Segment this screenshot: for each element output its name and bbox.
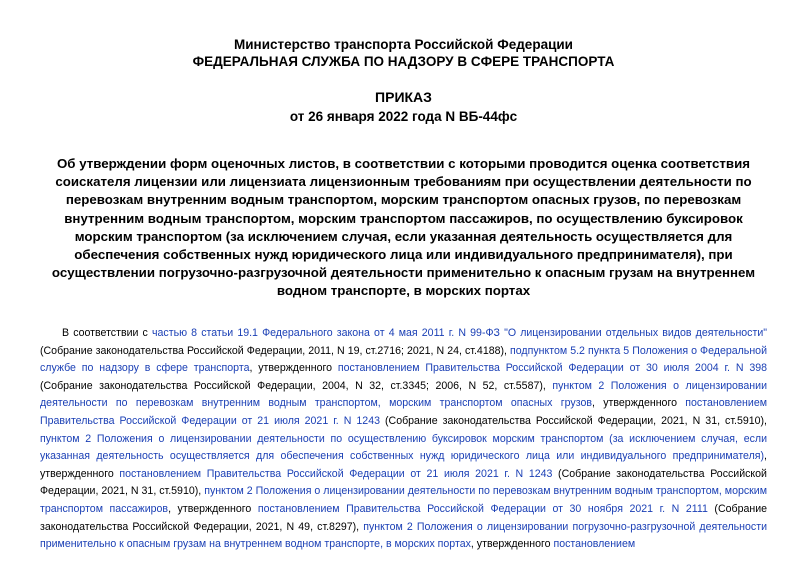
resolution-link[interactable]: постановлением Правительства Российской Федерации от 21 июля 2021 г. N 1243 (119, 467, 553, 480)
body-text: (Собрание законодательства Российской Федерации, 2004, N 32, ст.3345; 2006, N 52, ст.5587), (40, 379, 553, 392)
law-link[interactable]: частью 8 статьи 19.1 Федерального закона от 4 мая 2011 г. N 99-ФЗ "О лицензировании отдельных видов деятельности" (152, 327, 768, 339)
regulation-link[interactable]: подпунктом 5.2 пункта 5 Положения о Федеральной службе по надзору в сфере транспорта (40, 344, 767, 375)
body-text: (Собрание законодательства Российской Федерации, 2021, N 31, ст.5910), (40, 467, 767, 498)
document-date-number: от 26 января 2022 года N ВБ-44фс (289, 109, 518, 124)
document-type: ПРИКАЗ (375, 89, 432, 105)
regulation-link[interactable]: пунктом 2 Положения о лицензировании погрузочно-разгрузочной деятельности применительно к опасным грузам на внутреннем водном транспорте, в морских портах (40, 520, 767, 551)
body-text: , утвержденного (470, 538, 554, 551)
preamble-paragraph (40, 325, 767, 554)
body-text: , утвержденного (40, 450, 767, 480)
resolution-link[interactable]: постановлением Правительства Российской Федерации от 30 ноября 2021 г. N 2111 (257, 502, 708, 515)
ministry-name: Министерство транспорта Российской Федерации (234, 37, 573, 52)
body-text: , утвержденного (249, 362, 338, 375)
resolution-link[interactable]: постановлением Правительства Российской Федерации от 21 июля 2021 г. N 1243 (40, 397, 767, 427)
body-text: , утвержденного (168, 502, 258, 515)
body-text: (Собрание законодательства Российской Федерации, 2021, N 31, ст.5910), (380, 414, 767, 427)
resolution-link[interactable]: постановлением Правительства Российской Федерации от 30 июля 2004 г. N 398 (337, 362, 768, 375)
body-text: В соответствии с (62, 327, 153, 339)
regulation-link[interactable]: пунктом 2 Положения о лицензировании деятельности по перевозкам внутренним водным транспортом, морским транспортом опасных грузов (40, 379, 767, 410)
body-text: (Собрание законодательства Российской Федерации, 2021, N 49, ст.8297), (40, 502, 768, 533)
body-text: (Собрание законодательства Российской Федерации, 2011, N 19, ст.2716; 2021, N 24, ст.4188), (40, 344, 511, 357)
regulation-link[interactable]: пунктом 2 Положения о лицензировании деятельности по перевозкам внутренним водным транспортом, морским транспортом пассажиров (40, 485, 767, 515)
resolution-link[interactable]: постановлением (553, 538, 636, 551)
body-text: , утвержденного (591, 397, 686, 410)
document-title: Об утверждении форм оценочных листов, в соответствии с которыми проводится оценка соответствия соискателя лицензии или лицензиата лицензионным требованиям при осуществлении деятельности по перевозкам внутренним водным транспортом, морским транспортом опасных грузов, по перевозкам внутренним водным транспортом, морским транспортом пассажиров, по осуществлению буксировок морским транспортом (за исключением случая, если указанная деятельность осуществляется для обеспечения собственных нужд юридического лица или индивидуального предпринимателя), при осуществлении погрузочно-разгрузочной деятельности применительно к опасным грузам на внутреннем водном транспорте, в морских портах (51, 156, 756, 299)
regulation-link[interactable]: пунктом 2 Положения о лицензировании деятельности по осуществлению буксировок морским транспортом (за исключением случая, если указанная деятельность осуществляется для обеспечения собственных нужд юридического лица или индивидуального предпринимателя) (40, 432, 767, 463)
service-name: ФЕДЕРАЛЬНАЯ СЛУЖБА ПО НАДЗОРУ В СФЕРЕ ТРАНСПОРТА (192, 54, 615, 69)
